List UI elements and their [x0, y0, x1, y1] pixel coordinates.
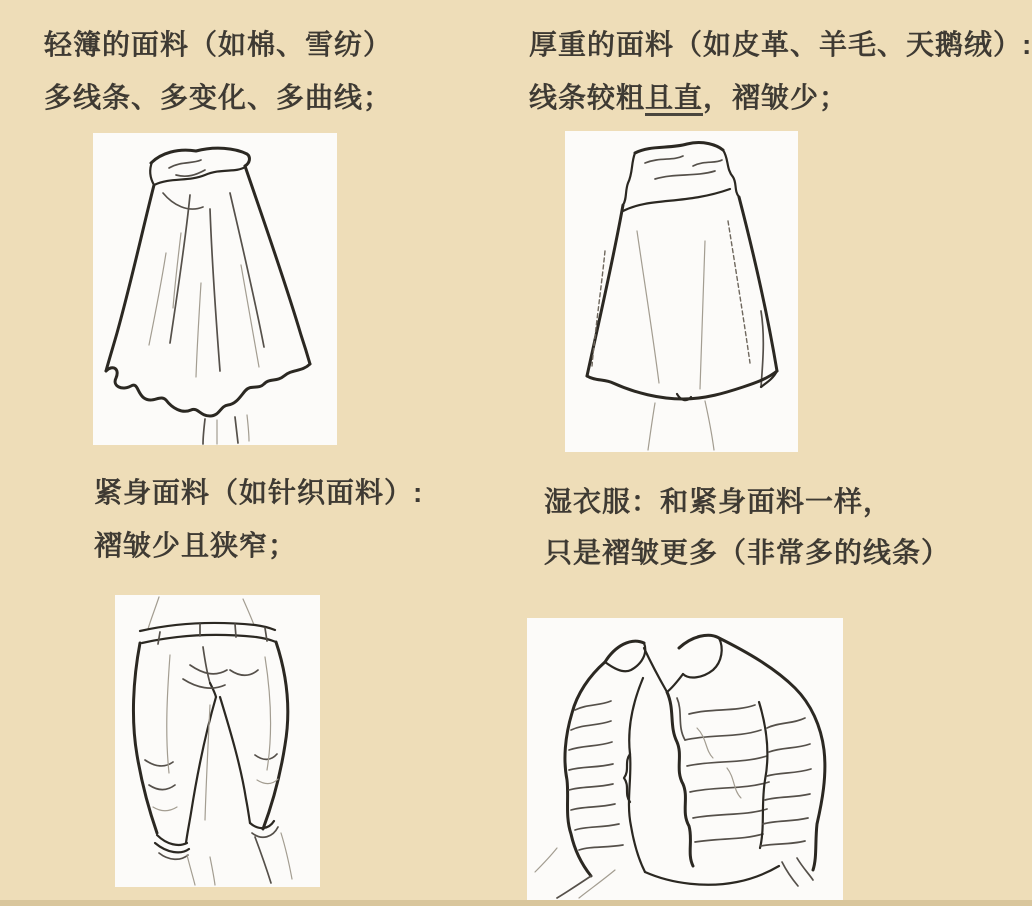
underlined-emphasis: 且直	[645, 82, 703, 116]
light-fabric-line1: 轻簿的面料（如棉、雪纺）	[44, 29, 393, 60]
tight-fabric-illustration-panel	[115, 595, 320, 887]
page-bottom-edge	[0, 900, 1032, 906]
fitted-pants-sketch	[115, 595, 320, 887]
light-fabric-illustration-panel	[93, 133, 337, 445]
tight-fabric-line1: 紧身面料（如针织面料）:	[94, 477, 424, 508]
wet-clothes-illustration-panel	[527, 618, 843, 900]
light-fabric-line2: 多线条、多变化、多曲线；	[44, 82, 393, 113]
wet-clothes-line1: 湿衣服：和紧身面料一样，	[544, 486, 893, 517]
heavy-fabric-illustration-panel	[565, 131, 798, 452]
stiff-skirt-sketch	[565, 131, 798, 452]
flowy-skirt-sketch	[93, 133, 337, 445]
light-fabric-caption	[44, 18, 392, 124]
wet-clothes-line2: 只是褶皱更多（非常多的线条）	[544, 537, 951, 568]
tight-fabric-line2: 褶皱少且狭窄；	[94, 530, 298, 561]
heavy-fabric-line2: 线条较粗且直，褶皱少；	[529, 71, 1032, 124]
wet-shirt-sketch	[527, 618, 843, 900]
heavy-fabric-line1: 厚重的面料（如皮革、羊毛、天鹅绒）:	[529, 29, 1032, 60]
heavy-fabric-caption	[529, 18, 1032, 124]
wet-clothes-caption	[544, 476, 950, 578]
tight-fabric-caption	[94, 466, 423, 572]
